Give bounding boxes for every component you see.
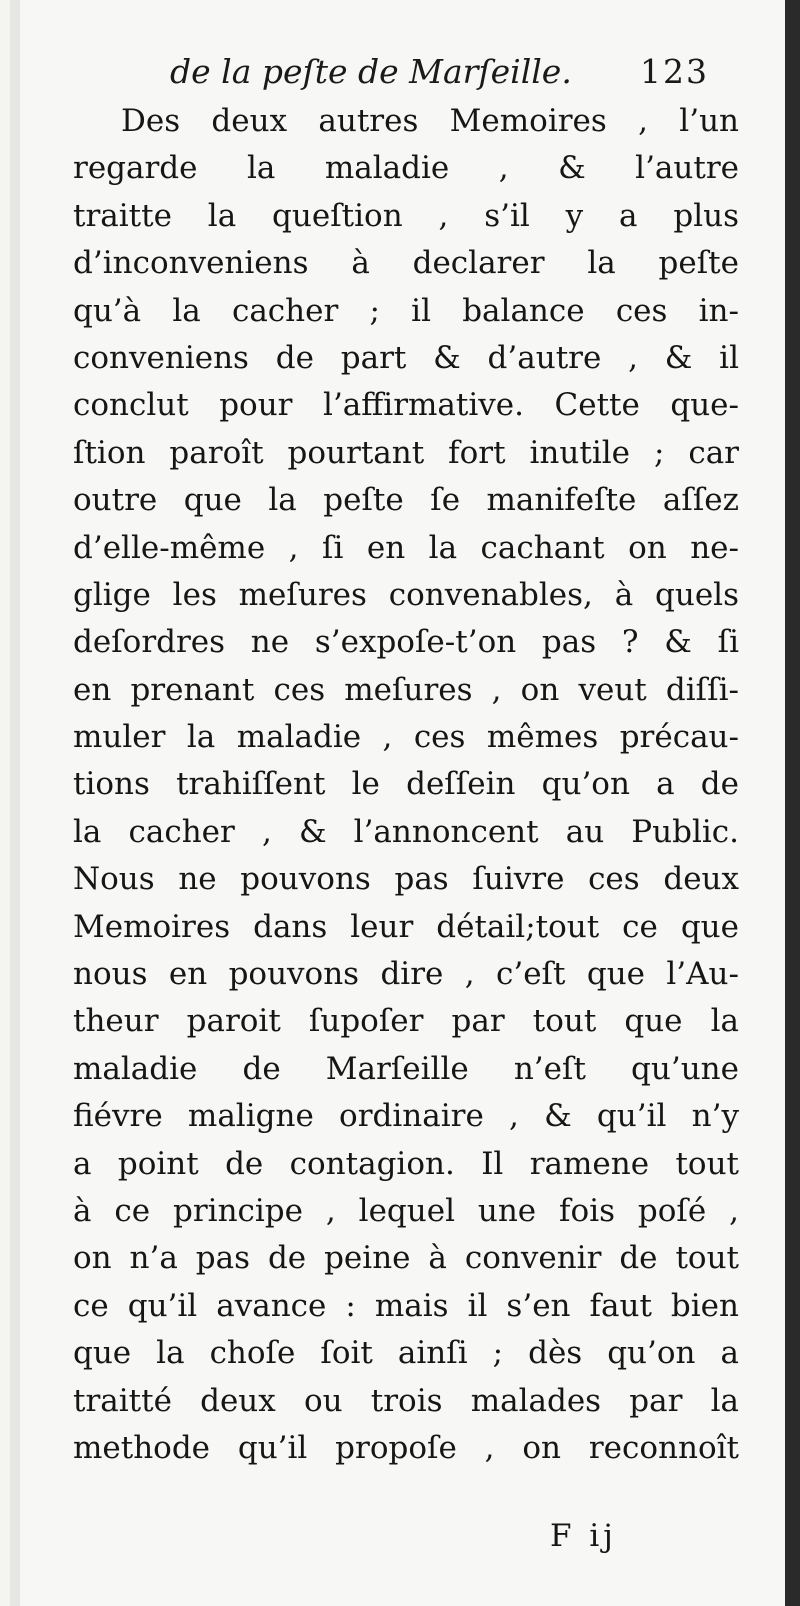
text-line: ſtion paroît pourtant fort inutile ; car [73, 434, 739, 471]
running-head [170, 52, 730, 91]
text-line: outre que la peſte ſe manifeſte aſſez [73, 482, 739, 519]
text-line: regarde la maladie , & l’autre [73, 150, 739, 187]
text-line: Nous ne pouvons pas ſuivre ces deux [73, 861, 739, 898]
text-line: glige les meſures convenables, à quels [73, 576, 739, 613]
text-line: d’inconveniens à declarer la peſte [73, 245, 739, 282]
text-line: conveniens de part & d’autre , & il [73, 339, 739, 376]
signature-mark: F ij [550, 1518, 617, 1554]
text-line: conclut pour l’affirmative. Cette que- [73, 387, 739, 424]
text-line: d’elle-même , ſi en la cachant on ne- [73, 529, 739, 566]
book-gutter-shadow [785, 0, 800, 1606]
text-line: qu’à la cacher ; il balance ces in- [73, 292, 739, 329]
text-line: traitté deux ou trois malades par la [73, 1382, 739, 1419]
text-line: que la choſe ſoit ainſi ; dès qu’on a [73, 1335, 739, 1372]
text-line: la cacher , & l’annoncent au Public. [73, 813, 739, 850]
text-line: maladie de Marſeille n’eſt qu’une [73, 1050, 739, 1087]
page-edge [10, 0, 20, 1606]
book-page [10, 0, 785, 1606]
text-line: traitte la queſtion , s’il y a plus [73, 197, 739, 234]
text-line: methode qu’il propoſe , on reconnoît [73, 1429, 739, 1466]
text-line: tions trahiſſent le deſſein qu’on a de [73, 766, 739, 803]
text-line: nous en pouvons dire , c’eſt que l’Au- [73, 956, 739, 993]
text-line: à ce principe , lequel une fois poſé , [73, 1192, 739, 1229]
text-line: deſordres ne s’expoſe-t’on pas ? & ſi [73, 624, 739, 661]
page-number: 123 [640, 52, 709, 91]
text-line: muler la maladie , ces mêmes précau- [73, 719, 739, 756]
running-head-title: de la peſte de Marſeille. [170, 52, 572, 91]
text-line: a point de contagion. Il ramene tout [73, 1145, 739, 1182]
text-line: Des deux autres Memoires , l’un [121, 103, 739, 139]
text-line: theur paroit ſupoſer par tout que la [73, 1003, 739, 1040]
body-text [73, 98, 739, 1472]
text-line: on n’a pas de peine à convenir de tout [73, 1240, 739, 1277]
text-line: ce qu’il avance : mais il s’en faut bien [73, 1287, 739, 1324]
text-line: fiévre maligne ordinaire , & qu’il n’y [73, 1098, 739, 1135]
text-line: en prenant ces meſures , on veut diſſi- [73, 671, 739, 708]
text-line: Memoires dans leur détail;tout ce que [73, 908, 739, 945]
